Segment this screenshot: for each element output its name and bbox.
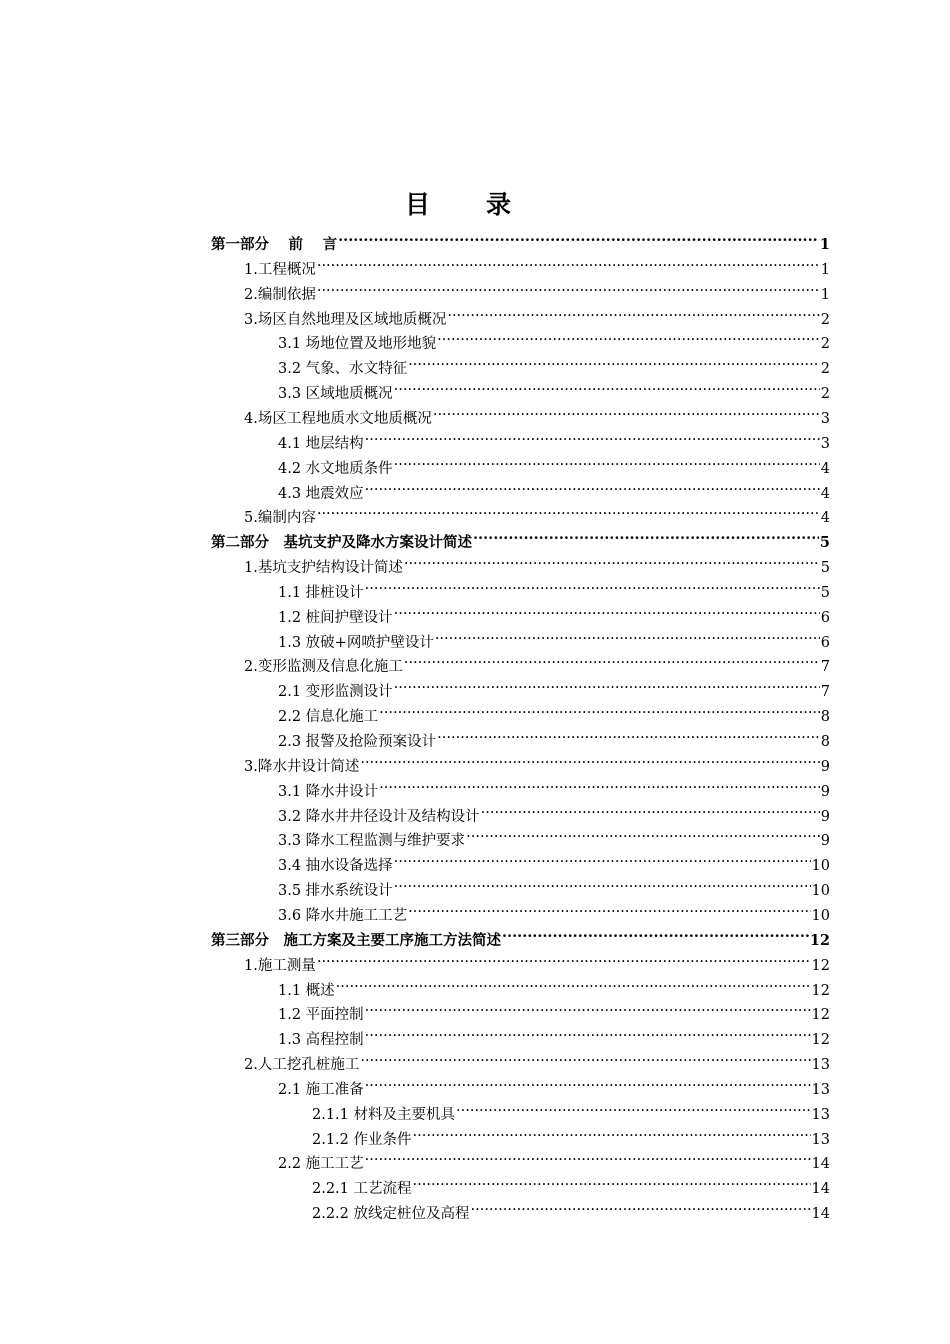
toc-dot-leader	[394, 672, 820, 696]
toc-dot-leader	[394, 846, 811, 870]
toc-entry[interactable]	[244, 747, 830, 775]
toc-entry[interactable]	[312, 1095, 830, 1123]
toc-entry[interactable]	[278, 821, 830, 850]
toc-dot-leader	[394, 374, 820, 398]
toc-entry[interactable]	[278, 424, 830, 452]
toc-entry-label: 4.2 水文地质条件	[278, 460, 393, 477]
toc-dot-leader	[394, 871, 811, 895]
toc-page-number: 14	[811, 1206, 830, 1223]
toc-dot-leader	[365, 1020, 811, 1044]
toc-dot-leader	[437, 324, 820, 348]
toc-page-number: 13	[811, 1057, 830, 1074]
toc-entry[interactable]	[278, 846, 830, 875]
toc-page-number: 6	[820, 634, 830, 651]
toc-dot-leader	[317, 250, 820, 274]
toc-dot-leader	[365, 1070, 811, 1094]
toc-entry-label: 第二部分 基坑支护及降水方案设计简述	[211, 534, 472, 552]
toc-page-number: 8	[820, 734, 830, 750]
toc-dot-leader	[379, 697, 820, 721]
toc-dot-leader	[466, 821, 820, 845]
toc-entry[interactable]	[278, 598, 830, 626]
toc-dot-leader	[365, 424, 820, 448]
toc-dot-leader	[413, 1120, 811, 1144]
toc-entry[interactable]	[244, 250, 830, 278]
toc-entry[interactable]	[278, 1070, 830, 1098]
toc-entry[interactable]	[278, 722, 830, 750]
toc-dot-leader	[317, 498, 820, 522]
toc-page-number: 9	[820, 758, 830, 775]
toc-dot-leader	[365, 573, 820, 597]
toc-page-number: 4	[820, 460, 830, 477]
toc-entry-label: 3.6 降水井施工工艺	[278, 907, 408, 924]
toc-page-number: 7	[820, 659, 830, 676]
toc-entry[interactable]	[278, 797, 830, 825]
toc-page-number: 3	[820, 435, 830, 452]
toc-page-number: 13	[811, 1131, 830, 1148]
toc-entry-label: 3.场区自然地理及区域地质概况	[244, 311, 447, 328]
toc-dot-leader	[317, 946, 811, 970]
toc-entry-label: 1.施工测量	[244, 957, 316, 974]
toc-entry-label: 3.3 区域地质概况	[278, 386, 393, 403]
toc-entry-label: 1.2 平面控制	[278, 1007, 364, 1024]
toc-entry-label: 第三部分 施工方案及主要工序施工方法简述	[211, 931, 501, 949]
toc-dot-leader	[336, 971, 811, 995]
toc-entry-label: 2.1 变形监测设计	[278, 684, 393, 701]
toc-dot-leader	[437, 722, 820, 746]
toc-page-number: 3	[820, 410, 830, 427]
toc-dot-leader	[365, 1144, 811, 1168]
toc-entry-label: 4.场区工程地质水文地质概况	[244, 410, 432, 427]
toc-dot-leader	[360, 1045, 810, 1069]
toc-entry-label: 5.编制内容	[244, 510, 316, 527]
toc-dot-leader	[394, 598, 820, 622]
toc-entry-label: 3.3 降水工程监测与维护要求	[278, 833, 466, 850]
toc-page-number: 10	[811, 907, 830, 924]
toc-dot-leader	[473, 523, 819, 547]
toc-entry-label: 3.5 排水系统设计	[278, 883, 393, 900]
toc-entry-label: 2.1 施工准备	[278, 1081, 364, 1098]
toc-page-number: 2	[820, 311, 830, 328]
toc-entry[interactable]	[278, 623, 830, 651]
toc-dot-leader	[338, 225, 819, 249]
toc-dot-leader	[447, 300, 819, 324]
toc-entry[interactable]	[278, 995, 830, 1024]
toc-page-number: 9	[820, 808, 830, 825]
toc-dot-leader	[433, 399, 820, 423]
toc-entry-label: 1.3 高程控制	[278, 1032, 364, 1049]
toc-entry[interactable]	[278, 1144, 830, 1173]
toc-page-number: 2	[820, 386, 830, 403]
toc-entry[interactable]	[278, 573, 830, 601]
toc-dot-leader	[365, 995, 811, 1019]
toc-entry-label: 3.1 降水井设计	[278, 783, 379, 800]
toc-entry[interactable]	[278, 971, 830, 999]
toc-entry-label: 2.2.1 工艺流程	[312, 1181, 412, 1198]
toc-page-number: 2	[820, 361, 830, 378]
toc-entry[interactable]	[312, 1194, 830, 1223]
toc-page-number: 6	[820, 609, 830, 626]
toc-entry-label: 4.1 地层结构	[278, 435, 364, 452]
toc-page-number: 12	[811, 982, 830, 999]
toc-dot-leader	[317, 275, 820, 299]
toc-page-number: 4	[820, 485, 830, 502]
toc-page-number: 5	[820, 560, 830, 577]
toc-entry[interactable]	[278, 871, 830, 900]
toc-entry-label: 3.1 场地位置及地形地貌	[278, 336, 437, 353]
toc-entry[interactable]	[244, 275, 830, 303]
toc-part-entry[interactable]	[211, 921, 830, 949]
toc-dot-leader	[408, 349, 820, 373]
toc-entry[interactable]	[312, 1120, 830, 1148]
toc-dot-leader	[408, 896, 810, 920]
toc-entry-label: 2.1.1 材料及主要机具	[312, 1106, 456, 1123]
toc-entry-label: 1.1 概述	[278, 982, 335, 999]
toc-page-number: 1	[819, 236, 830, 253]
toc-entry[interactable]	[278, 374, 830, 403]
toc-part-entry[interactable]	[211, 225, 830, 253]
toc-dot-leader	[471, 1194, 811, 1218]
toc-entry[interactable]	[278, 672, 830, 701]
toc-entry[interactable]	[244, 946, 830, 974]
toc-entry-label: 2.编制依据	[244, 286, 316, 303]
toc-entry[interactable]	[278, 349, 830, 378]
toc-page-number: 13	[811, 1081, 830, 1098]
toc-dot-leader	[404, 647, 820, 671]
toc-page-number: 9	[820, 783, 830, 800]
toc-entry[interactable]	[244, 647, 830, 676]
toc-entry-label: 第一部分 前 言	[211, 236, 338, 253]
toc-part-entry[interactable]	[211, 523, 830, 552]
toc-dot-leader	[365, 474, 820, 498]
page-title: 目 录	[404, 190, 513, 219]
toc-entry-label: 2.变形监测及信息化施工	[244, 659, 403, 676]
toc-entry-label: 3.2 气象、水文特征	[278, 361, 408, 378]
toc-entry-label: 1.1 排桩设计	[278, 584, 364, 601]
toc-entry-label: 4.3 地震效应	[278, 485, 364, 502]
toc-entry-label: 1.基坑支护结构设计简述	[244, 560, 403, 577]
toc-entry-label: 3.2 降水井井径设计及结构设计	[278, 808, 480, 825]
toc-page-number: 7	[820, 684, 830, 701]
toc-page-number: 5	[819, 534, 830, 552]
toc-entry-label: 3.降水井设计简述	[244, 758, 360, 775]
toc-entry-label: 1.3 放破+网喷护壁设计	[278, 634, 434, 651]
toc-entry-label: 2.1.2 作业条件	[312, 1131, 412, 1148]
toc-entry-label: 2.2 信息化施工	[278, 709, 379, 726]
toc-page-number: 1	[820, 261, 830, 278]
toc-entry-label: 2.2.2 放线定桩位及高程	[312, 1206, 470, 1223]
toc-page-number: 9	[820, 833, 830, 850]
toc-page-number: 12	[811, 957, 830, 974]
toc-page-number: 12	[811, 1032, 830, 1049]
toc-entry[interactable]	[278, 697, 830, 726]
toc-dot-leader	[456, 1095, 811, 1119]
toc-dot-leader	[404, 548, 820, 572]
toc-page-number: 5	[820, 584, 830, 601]
toc-entry[interactable]	[278, 772, 830, 800]
toc-page-number: 10	[811, 883, 830, 900]
toc-page-number: 8	[820, 709, 830, 726]
toc-entry[interactable]	[278, 474, 830, 502]
toc-entry[interactable]	[278, 1020, 830, 1049]
toc-page-number: 4	[820, 510, 830, 527]
toc-entry[interactable]	[244, 498, 830, 527]
toc-entry-label: 2.人工挖孔桩施工	[244, 1057, 360, 1074]
toc-page-number: 14	[811, 1156, 830, 1173]
toc-dot-leader	[394, 449, 820, 473]
toc-entry-label: 2.3 报警及抢险预案设计	[278, 734, 437, 750]
toc-entry[interactable]	[244, 300, 830, 328]
toc-entry[interactable]	[278, 896, 830, 924]
toc-dot-leader	[481, 797, 820, 821]
toc-dot-leader	[502, 921, 809, 945]
toc-entry[interactable]	[244, 548, 830, 577]
toc-page-number: 10	[811, 858, 830, 875]
toc-page-number: 2	[820, 336, 830, 353]
toc-dot-leader	[413, 1169, 811, 1193]
toc-entry-label: 3.4 抽水设备选择	[278, 858, 393, 875]
toc-page-number: 12	[811, 1007, 830, 1024]
toc-entry-label: 1.工程概况	[244, 261, 316, 278]
toc-entry[interactable]	[312, 1169, 830, 1198]
toc-entry-label: 1.2 桩间护壁设计	[278, 609, 393, 626]
toc-dot-leader	[360, 747, 819, 771]
toc-dot-leader	[435, 623, 820, 647]
toc-dot-leader	[379, 772, 820, 796]
toc-entry[interactable]	[278, 449, 830, 477]
toc-page-number: 14	[811, 1181, 830, 1198]
toc-entry-label: 2.2 施工工艺	[278, 1156, 364, 1173]
toc-entry[interactable]	[244, 1045, 830, 1074]
toc-page-number: 1	[820, 286, 830, 303]
toc-entry[interactable]	[278, 324, 830, 353]
toc-page-number: 12	[809, 931, 830, 949]
toc-page-number: 13	[811, 1106, 830, 1123]
toc-entry[interactable]	[244, 399, 830, 427]
